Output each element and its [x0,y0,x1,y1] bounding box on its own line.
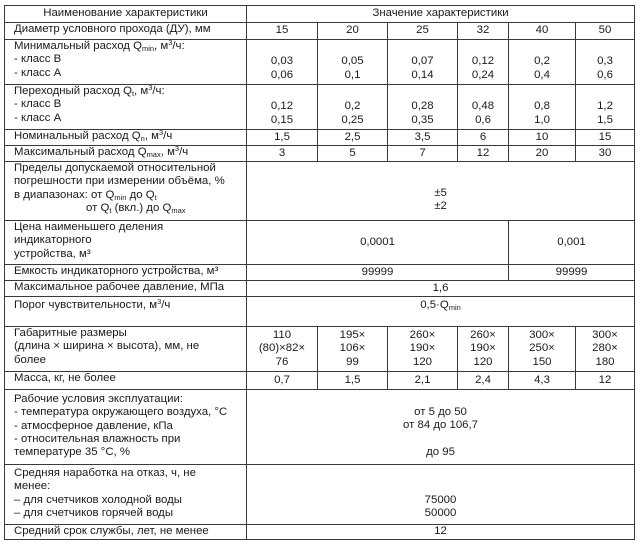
qmin-values: 0,2 0,4 [509,40,576,85]
row-qn [5,130,635,146]
qmax-value: 12 [458,146,509,162]
qmin-class-a-label: - класс А [14,66,62,79]
pressure-value: 1,6 [247,281,635,297]
row-division-price [5,221,635,265]
mtbf-values [247,465,635,525]
division-value-small-dn: 0,0001 [247,221,509,265]
row-operating-conditions [5,390,635,465]
error-value-high-range: ±2 [434,200,447,213]
diameter-value: 40 [509,23,576,40]
qn-label: Номинальный расход $Q_n$, $м^3/ч$ [5,130,247,146]
mass-value: 12 [576,372,635,390]
mtbf-label: Средняя наработка на отказ, ч, не менее: – для счетчиков холодной воды – для счетчиков горячей воды [5,465,247,525]
error-label: Пределы допускаемой относительной погрешности при измерении объёма, % в диапазонах: от $Q_{min}$ до $Q_t$ от $Q_t$ (вкл.) до $Q_{max}$ [5,162,247,221]
diameter-value: 20 [318,23,388,40]
qt-values: 0,2 0,25 [318,85,388,130]
mass-value: 2,1 [388,372,458,390]
row-qmin [5,40,635,85]
qt-values: 0,8 1,0 [509,85,576,130]
mtbf-hot-water: 50000 [424,507,457,520]
qmin-label: Минимальный расход $Q_{min}$, $м^3/ч$: - класс В - класс А [5,40,247,85]
humidity-limit: до 95 [426,445,455,458]
qmax-value: 7 [388,146,458,162]
row-max-pressure [5,281,635,297]
mass-value: 0,7 [247,372,318,390]
header-row [5,6,635,23]
qt-class-b-label: - класс В [14,98,62,111]
error-values [247,162,635,221]
row-capacity [5,265,635,281]
row-error-limits [5,162,635,221]
mass-value: 1,5 [318,372,388,390]
row-mtbf [5,465,635,525]
row-diameter [5,23,635,40]
diameter-value: 50 [576,23,635,40]
specifications-table [4,5,635,540]
row-qmax [5,146,635,162]
qmin-values: 0,05 0,1 [318,40,388,85]
qmin-values: 0,12 0,24 [458,40,509,85]
atm-pressure-range: от 84 до 106,7 [403,419,478,432]
qt-values: 0,12 0,15 [247,85,318,130]
qt-label: Переходный расход $Q_t$, $м^3/ч$: - класс В - класс А [5,85,247,130]
qmax-value: 30 [576,146,635,162]
capacity-label: Емкость индикаторного устройства, м³ [5,265,247,281]
qn-value: 1,5 [247,130,318,146]
qn-value: 6 [458,130,509,146]
threshold-label: Порог чувствительности, $м^3/ч$ [5,297,247,327]
mass-value: 2,4 [458,372,509,390]
qt-class-a-label: - класс А [14,111,62,124]
qmin-values: 0,03 0,06 [247,40,318,85]
qn-value: 15 [576,130,635,146]
capacity-value-small-dn: 99999 [247,265,509,281]
row-dimensions [5,327,635,372]
qmin-values: 0,3 0,6 [576,40,635,85]
capacity-value-large-dn: 99999 [509,265,635,281]
row-qt [5,85,635,130]
qmax-value: 3 [247,146,318,162]
dimensions-value: 300× 250× 150 [509,327,576,372]
header-value-col: Значение характеристики [247,6,635,23]
diameter-value: 25 [388,23,458,40]
row-threshold [5,297,635,327]
qmax-value: 5 [318,146,388,162]
dimensions-value: 110 (80)×82× 76 [247,327,318,372]
conditions-values [247,390,635,465]
dimensions-value: 260× 190× 120 [388,327,458,372]
header-name-col: Наименование характеристики [5,6,247,23]
qmax-value: 20 [509,146,576,162]
diameter-label: Диаметр условного прохода (ДУ), мм [5,23,247,40]
mass-value: 4,3 [509,372,576,390]
row-mass [5,372,635,390]
qn-value: 10 [509,130,576,146]
mass-label: Масса, кг, не более [5,372,247,390]
threshold-value: $0,5\cdot Q_{min}$ [247,297,635,327]
error-value-low-range: ±5 [434,187,447,199]
dimensions-value: 260× 190× 120 [458,327,509,372]
diameter-value: 32 [458,23,509,40]
qmin-values: 0,07 0,14 [388,40,458,85]
qt-values: 0,28 0,35 [388,85,458,130]
division-value-large-dn: 0,001 [509,221,635,265]
dimensions-label: Габаритные размеры (длина × ширина × высота), мм, не более [5,327,247,372]
qt-values: 0,48 0,6 [458,85,509,130]
qt-values: 1,2 1,5 [576,85,635,130]
temperature-range: от 5 до 50 [414,406,467,418]
diameter-value: 15 [247,23,318,40]
conditions-label: Рабочие условия эксплуатации: - температура окружающего воздуха, °С - атмосферное давление, кПа - относительная влажность при температуре 35 °С, % [5,390,247,465]
lifetime-value: 12 [247,525,635,540]
qmin-class-b-label: - класс В [14,53,62,66]
qmax-label: Максимальный расход $Q_{max}$, $м^3/ч$ [5,146,247,162]
dimensions-value: 195× 106× 99 [318,327,388,372]
division-label: Цена наименьшего деления индикаторного устройства, м³ [5,221,247,265]
qn-value: 2,5 [318,130,388,146]
lifetime-label: Средний срок службы, лет, не менее [5,525,247,540]
dimensions-value: 300× 280× 180 [576,327,635,372]
qn-value: 3,5 [388,130,458,146]
row-lifetime [5,525,635,540]
mtbf-cold-water: 75000 [424,494,457,506]
pressure-label: Максимальное рабочее давление, МПа [5,281,247,297]
